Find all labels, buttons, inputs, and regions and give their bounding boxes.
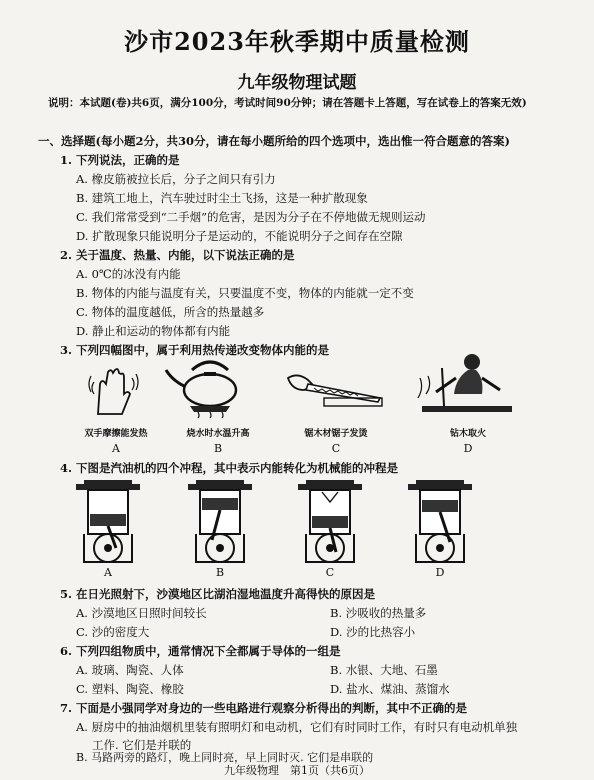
q7-option-b: B. 马路两旁的路灯，晚上同时亮，早上同时灭. 它们是串联的 xyxy=(76,751,374,764)
q1-option-b: B. 建筑工地上，汽车驶过时尘土飞扬，这是一种扩散现象 xyxy=(76,191,368,205)
q3-label-c: C xyxy=(331,442,341,455)
q2-option-d: D. 静止和运动的物体都有内能 xyxy=(76,324,231,338)
engine-stroke-d-figure xyxy=(402,478,478,564)
q3-label-d: D xyxy=(463,442,473,455)
q2-option-a: A. 0℃的冰没有内能 xyxy=(76,267,181,281)
q2-option-c: C. 物体的温度越低，所含的热量越多 xyxy=(76,305,265,319)
engine-stroke-a-figure xyxy=(70,478,146,564)
exam-title: 沙市2023年秋季期中质量检测 xyxy=(124,27,470,56)
q3-caption-c: 锯木材锯子发烫 xyxy=(304,429,368,439)
q1-option-a: A. 橡皮筋被拉长后，分子之间只有引力 xyxy=(76,172,276,186)
drill-wood-fire-figure xyxy=(412,348,522,420)
q6-stem: 6. 下列四组物质中，通常情况下全都属于导体的一组是 xyxy=(60,644,341,658)
page-footer: 九年级物理 第1页（共6页） xyxy=(224,764,370,777)
q1-option-d: D. 扩散现象只能说明分子是运动的，不能说明分子之间存在空隙 xyxy=(76,229,403,243)
saw-wood-figure xyxy=(284,368,384,412)
q7-stem: 7. 下面是小强同学对身边的一些电路进行观察分析得出的判断，其中不正确的是 xyxy=(60,701,468,715)
q5-option-d: D. 沙的比热容小 xyxy=(330,625,416,639)
engine-stroke-c-figure xyxy=(292,478,368,564)
kettle-figure xyxy=(162,356,258,418)
q5-stem: 5. 在日光照射下，沙漠地区比湖泊湿地温度升高得快的原因是 xyxy=(60,587,376,601)
q6-option-d: D. 盐水、煤油、蒸馏水 xyxy=(330,682,450,696)
q6-option-b: B. 水银、大地、石墨 xyxy=(330,663,438,677)
q3-label-b: B xyxy=(213,442,223,455)
q5-option-c: C. 沙的密度大 xyxy=(76,625,150,639)
q3-stem: 3. 下列四幅图中，属于利用热传递改变物体内能的是 xyxy=(60,343,330,357)
q3-label-a: A xyxy=(112,442,120,455)
q6-option-a: A. 玻璃、陶瓷、人体 xyxy=(76,663,184,677)
q4-stem: 4. 下图是汽油机的四个冲程，其中表示内能转化为机械能的冲程是 xyxy=(60,461,399,475)
hands-rubbing-figure xyxy=(88,364,144,420)
q2-option-b: B. 物体的内能与温度有关，只要温度不变，物体的内能就一定不变 xyxy=(76,286,414,300)
q4-label-c: C xyxy=(325,566,335,579)
q6-option-c: C. 塑料、陶瓷、橡胶 xyxy=(76,682,184,696)
q5-option-a: A. 沙漠地区日照时间较长 xyxy=(76,606,207,620)
q4-label-d: D xyxy=(435,566,445,579)
exam-instructions: 说明：本试题(卷)共6页，满分100分，考试时间90分钟；请在答题卡上答题，写在试卷上的答案无效) xyxy=(48,97,527,109)
q4-label-a: A xyxy=(104,566,112,579)
q3-caption-b: 烧水时水温升高 xyxy=(186,429,250,439)
q5-option-b: B. 沙吸收的热量多 xyxy=(330,606,427,620)
q1-option-c: C. 我们常常受到“二手烟”的危害，是因为分子在不停地做无规则运动 xyxy=(76,210,426,224)
q2-stem: 2. 关于温度、热量、内能，以下说法正确的是 xyxy=(60,248,295,262)
exam-subtitle: 九年级物理试题 xyxy=(237,73,357,93)
q7-option-a-line1: A. 厨房中的抽油烟机里装有照明灯和电动机，它们有时同时工作，有时只有电动机单独 xyxy=(76,720,518,734)
engine-stroke-b-figure xyxy=(182,478,258,564)
q3-caption-a: 双手摩擦能发热 xyxy=(84,429,148,439)
q1-stem: 1. 下列说法，正确的是 xyxy=(60,153,180,167)
section-heading: 一、选择题(每小题2分，共30分，请在每小题所给的四个选项中，选出惟一符合题意的答案) xyxy=(38,134,510,148)
q4-label-b: B xyxy=(215,566,225,579)
q3-caption-d: 钻木取火 xyxy=(449,429,486,439)
q7-option-a-line2: 工作. 它们是并联的 xyxy=(92,738,192,752)
